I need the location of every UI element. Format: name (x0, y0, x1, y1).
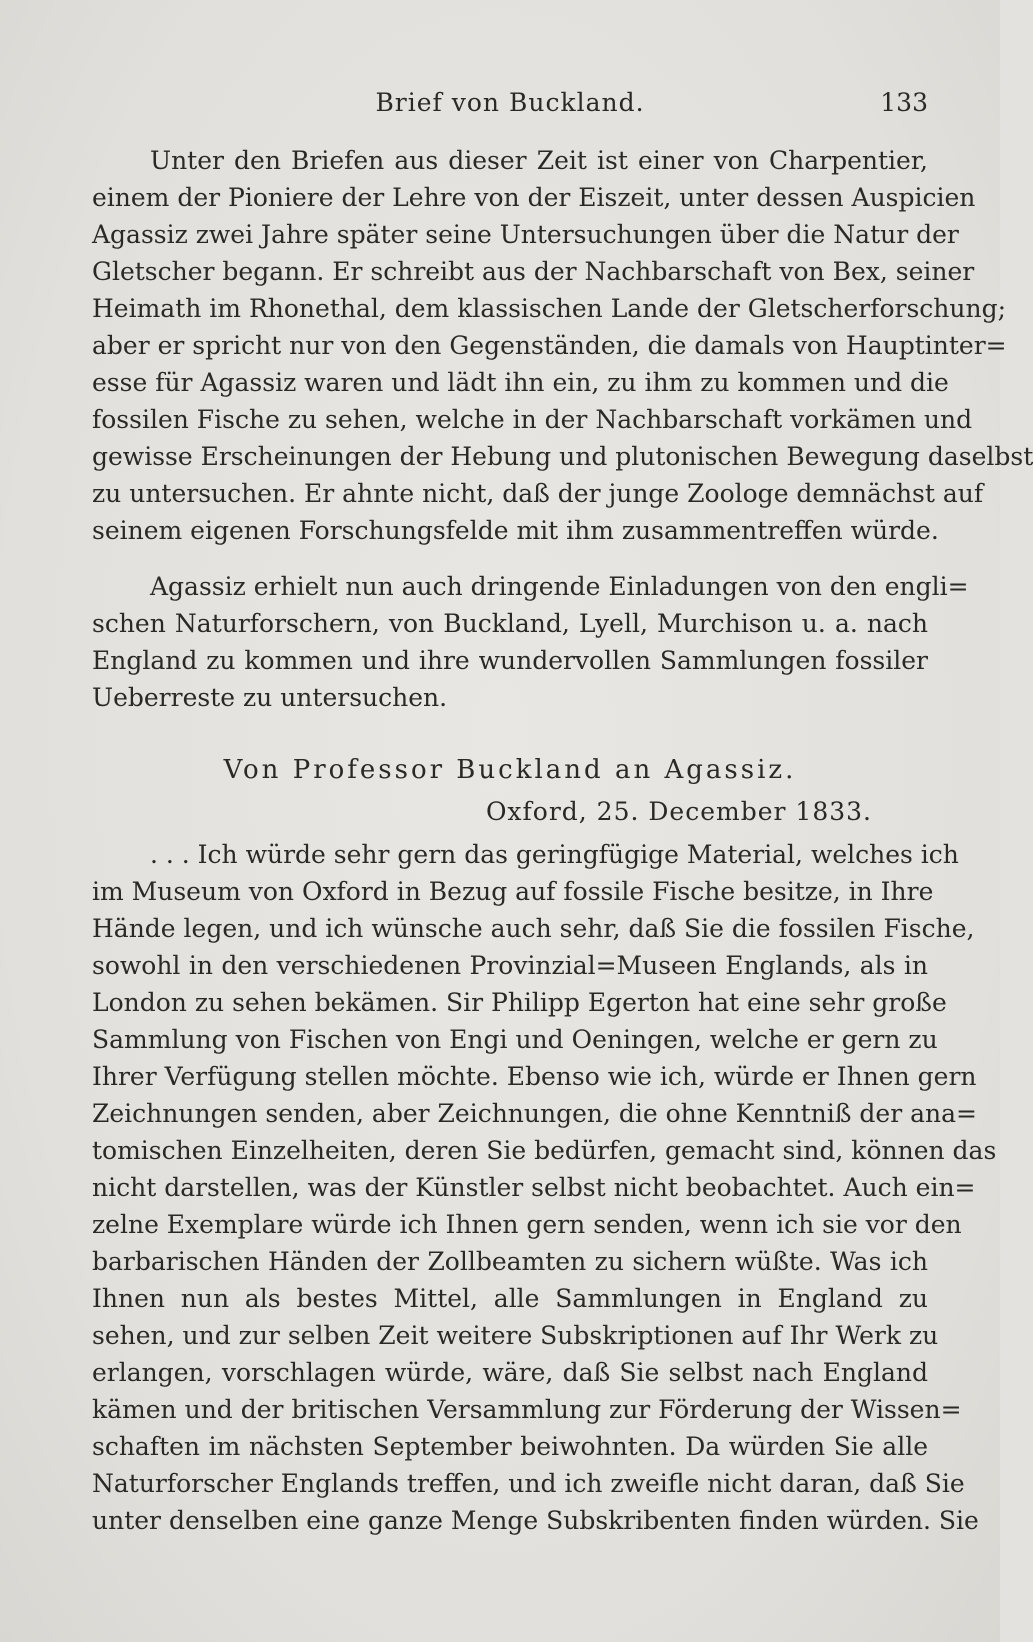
text-line: Unter den Briefen aus dieser Zeit ist einer von Charpentier, (150, 146, 928, 175)
text-line: unter denselben eine ganze Menge Subskribenten finden würden. Sie (92, 1506, 979, 1535)
text-line: fossilen Fische zu sehen, welche in der Nachbarschaft vorkämen und (92, 405, 973, 434)
page-header (92, 88, 928, 128)
running-title: Brief von Buckland. (375, 88, 645, 117)
text-line: einem der Pioniere der Lehre von der Eiszeit, unter dessen Auspicien (92, 183, 976, 212)
text-line: barbarischen Händen der Zollbeamten zu sichern wüßte. Was ich (92, 1247, 928, 1276)
text-line: erlangen, vorschlagen würde, wäre, daß Sie selbst nach England (92, 1358, 928, 1387)
text-line: Agassiz zwei Jahre später seine Untersuchungen über die Natur der (92, 220, 959, 249)
page-number: 133 (880, 88, 928, 117)
text-line: schaften im nächsten September beiwohnten. Da würden Sie alle (92, 1432, 928, 1461)
text-line: tomischen Einzelheiten, deren Sie bedürfen, gemacht sind, können das (92, 1136, 997, 1165)
text-line: im Museum von Oxford in Bezug auf fossile Fische besitze, in Ihre (92, 877, 934, 906)
text-line: kämen und der britischen Versammlung zur Förderung der Wissen= (92, 1395, 962, 1424)
text-line: zelne Exemplare würde ich Ihnen gern senden, wenn ich sie vor den (92, 1210, 962, 1239)
letter-dateline: Oxford, 25. December 1833. (485, 797, 872, 826)
text-line: seinem eigenen Forschungsfelde mit ihm zusammentreffen würde. (92, 516, 939, 545)
text-line: zu untersuchen. Er ahnte nicht, daß der junge Zoologe demnächst auf (92, 479, 984, 508)
text-line: aber er spricht nur von den Gegenständen, die damals von Hauptinter= (92, 331, 1007, 360)
text-line: Naturforscher Englands treffen, und ich zweifle nicht daran, daß Sie (92, 1469, 965, 1498)
text-line: London zu sehen bekämen. Sir Philipp Egerton hat eine sehr große (92, 988, 947, 1017)
text-line: Agassiz erhielt nun auch dringende Einladungen von den engli= (150, 572, 969, 601)
text-line: esse für Agassiz waren und lädt ihn ein, zu ihm zu kommen und die (92, 368, 949, 397)
text-line: Ueberreste zu untersuchen. (92, 683, 448, 712)
text-line: Sammlung von Fischen von Engi und Oeningen, welche er gern zu (92, 1025, 938, 1054)
text-line: Ihrer Verfügung stellen möchte. Ebenso wie ich, würde er Ihnen gern (92, 1062, 977, 1091)
text-line: gewisse Erscheinungen der Hebung und plutonischen Bewegung daselbst (92, 442, 1033, 471)
text-line: Heimath im Rhonethal, dem klassischen Lande der Gletscherforschung; (92, 294, 1007, 323)
text-line: Hände legen, und ich wünsche auch sehr, daß Sie die fossilen Fische, (92, 914, 975, 943)
text-line: sehen, und zur selben Zeit weitere Subskriptionen auf Ihr Werk zu (92, 1321, 939, 1350)
text-line: England zu kommen und ihre wundervollen Sammlungen fossiler (92, 646, 928, 675)
text-line: nicht darstellen, was der Künstler selbst nicht beobachtet. Auch ein= (92, 1173, 976, 1202)
text-line: Ihnen nun als bestes Mittel, alle Sammlungen in England zu (92, 1284, 928, 1313)
text-line: . . . Ich würde sehr gern das geringfügige Material, welches ich (150, 840, 959, 869)
text-line: Zeichnungen senden, aber Zeichnungen, die ohne Kenntniß der ana= (92, 1099, 977, 1128)
letter-heading: Von Professor Buckland an Agassiz. (223, 755, 797, 785)
text-line: schen Naturforschern, von Buckland, Lyell, Murchison u. a. nach (92, 609, 928, 638)
text-line: Gletscher begann. Er schreibt aus der Nachbarschaft von Bex, seiner (92, 257, 975, 286)
text-line: sowohl in den verschiedenen Provinzial=Museen Englands, als in (92, 951, 928, 980)
